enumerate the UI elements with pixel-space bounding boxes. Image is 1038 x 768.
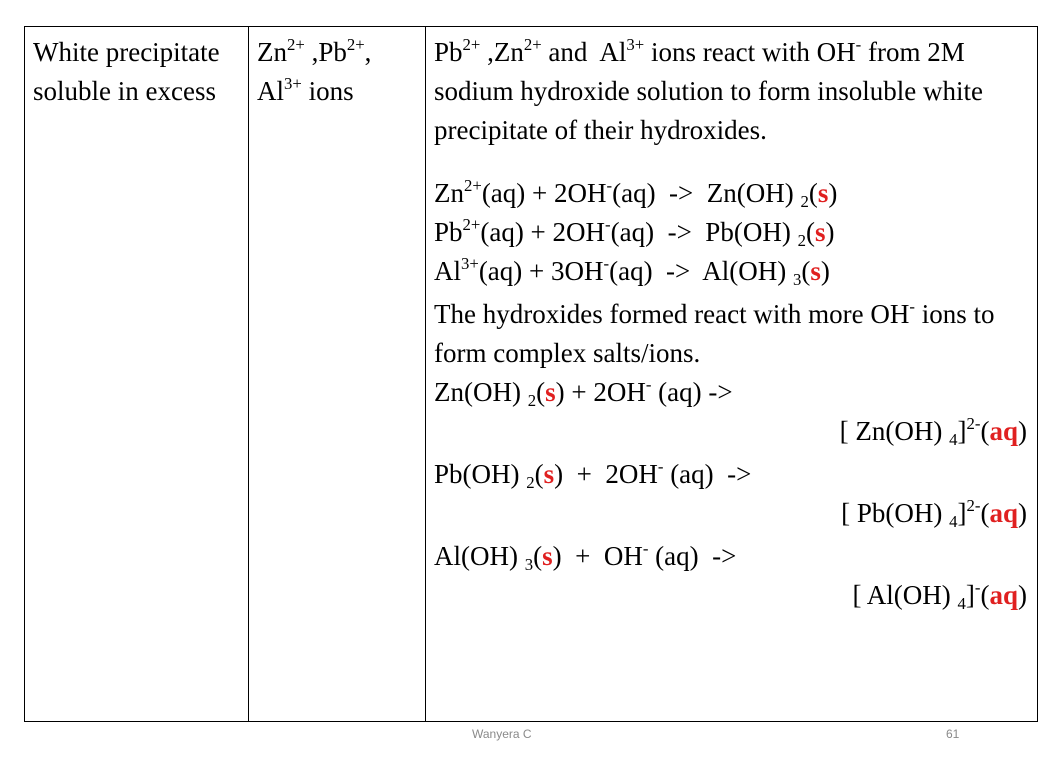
intro-paragraph: $Pb^{2+}$ $,Zn^{2+}$ and $Al^{3+}$ ions react with OH- from 2M sodium hydroxide solution to form insoluble white precipitate of their hydroxides. bbox=[434, 35, 983, 145]
equation-zn-complex-b: [ Zn(OH) $_4$]$^{2-}$(aq) bbox=[839, 414, 1027, 450]
complex-paragraph: The hydroxides formed react with more OH- ions to form complex salts/ions. bbox=[434, 297, 995, 368]
ions-line-1: $Zn^{2+}$ $,Pb^{2+}$, bbox=[257, 35, 372, 67]
observation-text: White precipitate soluble in excess bbox=[33, 37, 220, 106]
content-table bbox=[24, 26, 1038, 722]
equation-pb-complex-b: [ Pb(OH) $_4$]$^{2-}$(aq) bbox=[841, 496, 1027, 532]
table-row bbox=[25, 27, 1038, 722]
observation-cell bbox=[25, 27, 249, 722]
footer-author: Wanyera C bbox=[472, 727, 532, 741]
equation-pb-precipitate: $Pb^{2+}(aq) + 2OH^-(aq) -> Pb(OH)$ $_2$(s) bbox=[434, 215, 835, 251]
equation-al-complex-b: [ Al(OH) $_4$]-(aq) bbox=[852, 578, 1027, 614]
equation-pb-complex-a: Pb(OH) $_2$(s) + 2OH- (aq) -> bbox=[434, 457, 752, 493]
explanation-cell bbox=[426, 27, 1038, 722]
ions-cell bbox=[249, 27, 426, 722]
page-number: 61 bbox=[946, 727, 960, 741]
equation-al-precipitate: $Al^{3+}(aq) + 3OH^-(aq) -> Al(OH)$ $_3$(s) bbox=[434, 254, 830, 290]
ions-line-2: $Al^{3+}$ ions bbox=[257, 74, 354, 106]
equation-al-complex-a: Al(OH) $_3$(s) + OH- (aq) -> bbox=[434, 539, 737, 575]
equation-zn-complex-a: Zn(OH) $_2$(s) + 2OH- (aq) -> bbox=[434, 375, 733, 411]
equation-zn-precipitate: $Zn^{2+}(aq) + 2OH^-(aq) -> Zn(OH)$ $_2$(s) bbox=[434, 176, 838, 212]
